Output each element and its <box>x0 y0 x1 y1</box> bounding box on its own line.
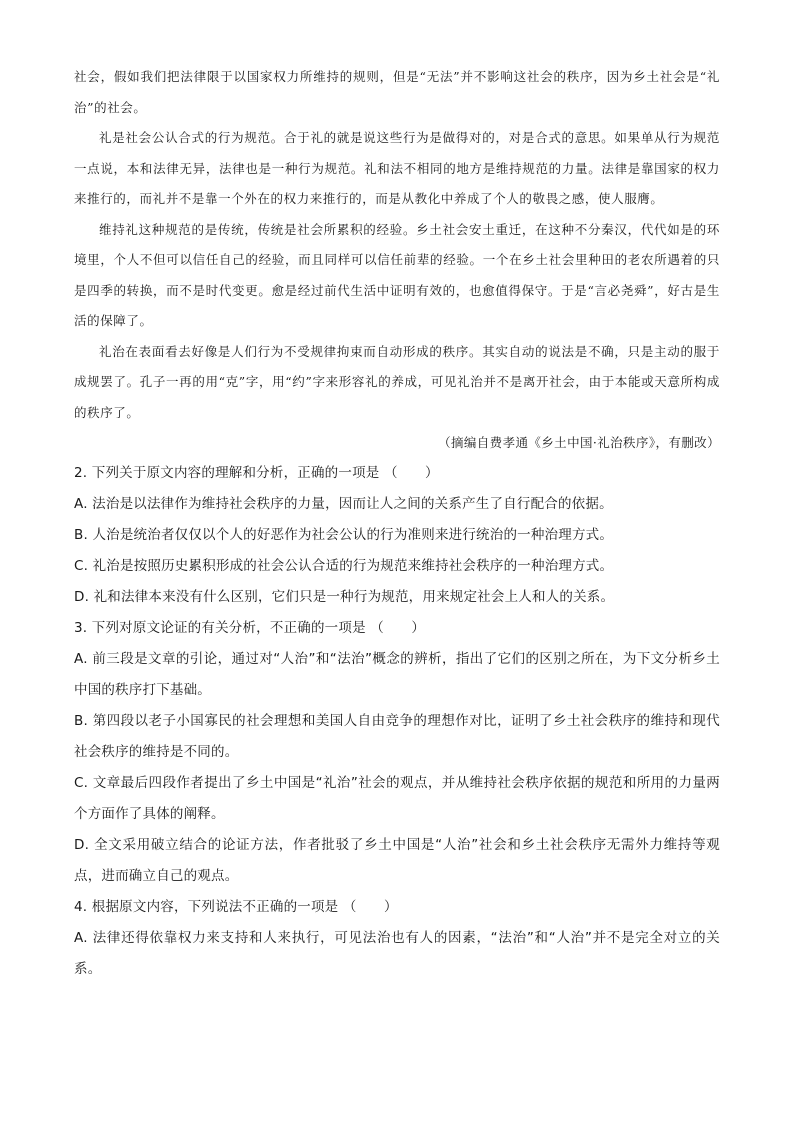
question-3-option-a: A. 前三段是文章的引论，通过对“人治”和“法治”概念的辨析，指出了它们的区别之所在，为下文分析乡土中国的秩序打下基础。 <box>74 651 720 698</box>
question-3-stem: 3. 下列对原文论证的有关分析，不正确的一项是 （ ） <box>74 620 426 636</box>
question-3-option-d: D. 全文采用破立结合的论证方法，作者批驳了乡土中国是“人治”社会和乡土社会秩序无需外力维持等观点，进而确立自己的观点。 <box>74 837 720 884</box>
question-2-option-c: C. 礼治是按照历史累积形成的社会公认合适的行为规范来维持社会秩序的一种治理方式。 <box>74 558 614 574</box>
passage-paragraph: 礼是社会公认合式的行为规范。合于礼的就是说这些行为是做得对的，对是合式的意思。如果单从行为规范一点说，本和法律无异，法律也是一种行为规范。礼和法不相同的地方是维持规范的力量。法律是靠国家的权力来推行的，而礼并不是靠一个外在的权力来推行的，而是从教化中养成了个人的敬畏之感，使人服膺。 <box>74 130 720 206</box>
question-3-option-c: C. 文章最后四段作者提出了乡土中国是“礼治”社会的观点，并从维持社会秩序依据的规范和所用的力量两个方面作了具体的阐释。 <box>74 775 720 822</box>
question-3-option-b: B. 第四段以老子小国寡民的社会理想和美国人自由竞争的理想作对比，证明了乡土社会秩序的维持和现代社会秩序的维持是不同的。 <box>74 713 720 760</box>
question-4-stem: 4. 根据原文内容，下列说法不正确的一项是 （ ） <box>74 899 398 915</box>
question-2-option-b: B. 人治是统治者仅仅以个人的好恶作为社会公认的行为准则来进行统治的一种治理方式。 <box>74 527 614 543</box>
question-list <box>74 458 720 985</box>
passage-paragraph: 社会，假如我们把法律限于以国家权力所维持的规则，但是“无法”并不影响这社会的秩序，因为乡土社会是“礼治”的社会。 <box>74 69 720 115</box>
source-citation: （摘编自费孝通《乡土中国·礼治秩序》，有删改） <box>438 435 720 450</box>
question-2-stem: 2. 下列关于原文内容的理解和分析，正确的一项是 （ ） <box>74 465 439 481</box>
question-2-option-a: A. 法治是以法律作为维持社会秩序的力量，因而让人之间的关系产生了自行配合的依据。 <box>74 496 613 512</box>
passage-paragraph: 维持礼这种规范的是传统，传统是社会所累积的经验。乡土社会安土重迁，在这种不分秦汉，代代如是的环境里，个人不但可以信任自己的经验，而且同样可以信任前辈的经验。一个在乡土社会里种田的老农所遇着的只是四季的转换，而不是时代变更。愈是经过前代生活中证明有效的，也愈值得保守。于是“言必尧舜”，好古是生活的保障了。 <box>74 221 720 328</box>
passage-paragraph: 礼治在表面看去好像是人们行为不受规律拘束而自动形成的秩序。其实自动的说法是不确，只是主动的服于成规罢了。孔子一再的用“克”字，用“约”字来形容礼的养成，可见礼治并不是离开社会，由于本能或天意所构成的秩序了。 <box>74 343 720 420</box>
question-2-option-d: D. 礼和法律本来没有什么区别，它们只是一种行为规范，用来规定社会上人和人的关系。 <box>74 589 615 605</box>
passage <box>74 62 720 428</box>
question-4-option-a: A. 法律还得依靠权力来支持和人来执行，可见法治也有人的因素，“法治”和“人治”并不是完全对立的关系。 <box>74 930 720 977</box>
